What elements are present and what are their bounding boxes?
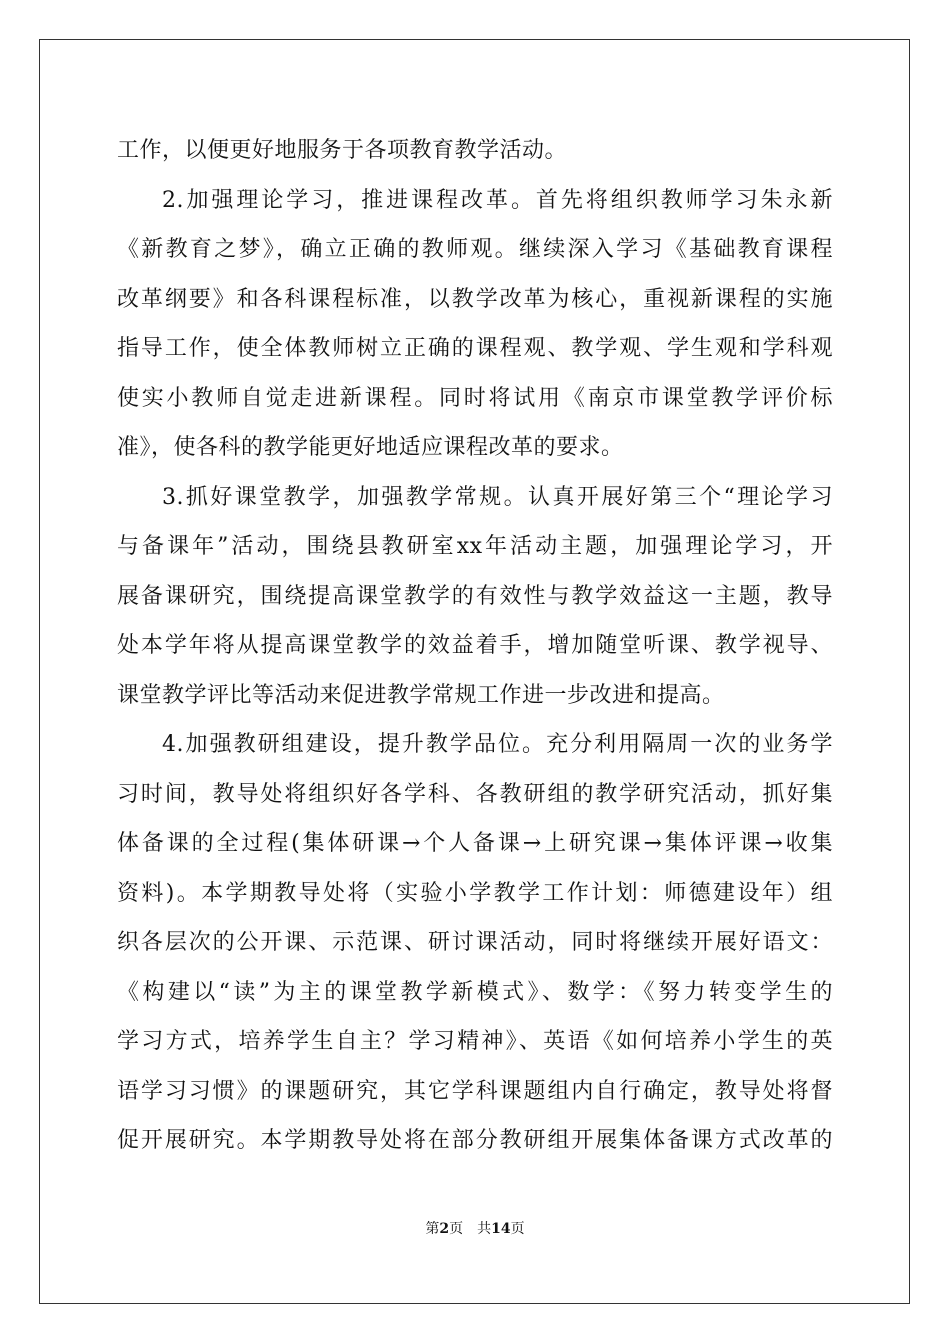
text-line-1: 工作，以便更好地服务于各项教育教学活动。	[117, 138, 568, 163]
footer-suffix: 页	[510, 1221, 525, 1237]
text-line-7: 准》，使各科的教学能更好地适应课程改革的要求。	[117, 435, 624, 460]
text-line-4: 改革纲要》和各科课程标准，以教学改革为核心，重视新课程的实施	[117, 286, 833, 312]
footer-total-pages: 14	[491, 1221, 511, 1237]
text-line-14: 习时间，教导处将组织好各学科、各教研组的教学研究活动，抓好集	[117, 781, 833, 807]
text-line-19: 学习方式，培养学生自主？学习精神》、英语《如何培养小学生的英	[117, 1029, 833, 1054]
text-line-18: 《构建以“读”为主的课堂教学新模式》、数学：《努力转变学生的	[117, 979, 833, 1005]
text-line-5: 指导工作，使全体教师树立正确的课程观、教学观、学生观和学科观	[117, 336, 833, 361]
text-line-20: 语学习习惯》的课题研究，其它学科课题组内自行确定，教导处将督	[117, 1078, 833, 1104]
footer-middle: 页 共	[449, 1221, 492, 1237]
text-line-3: 《新教育之梦》，确立正确的教师观。继续深入学习《基础教育课程	[117, 237, 833, 262]
document-body	[117, 126, 833, 1166]
page-footer	[0, 1218, 950, 1238]
text-line-9: 与备课年”活动，围绕县教研室xx年活动主题，加强理论学习，开	[117, 534, 833, 559]
text-line-6: 使实小教师自觉走进新课程。同时将试用《南京市课堂教学评价标	[117, 385, 833, 411]
text-line-16: 资料)。本学期教导处将（实验小学教学工作计划：师德建设年）组	[117, 880, 833, 906]
text-line-2: 2.加强理论学习，推进课程改革。首先将组织教师学习朱永新	[162, 187, 833, 213]
footer-prefix: 第	[425, 1221, 440, 1237]
text-line-15: 体备课的全过程(集体研课→个人备课→上研究课→集体评课→收集	[117, 831, 833, 856]
footer-page-number: 2	[439, 1221, 450, 1237]
text-line-8: 3.抓好课堂教学，加强教学常规。认真开展好第三个“理论学习	[162, 484, 833, 510]
text-line-17: 织各层次的公开课、示范课、研讨课活动，同时将继续开展好语文：	[117, 930, 833, 955]
text-line-12: 课堂教学评比等活动来促进教学常规工作进一步改进和提高。	[117, 682, 725, 708]
text-line-21: 促开展研究。本学期教导处将在部分教研组开展集体备课方式改革的	[117, 1128, 833, 1153]
text-line-11: 处本学年将从提高课堂教学的效益着手，增加随堂听课、教学视导、	[117, 633, 833, 658]
text-line-13: 4.加强教研组建设，提升教学品位。充分利用隔周一次的业务学	[162, 732, 833, 757]
text-line-10: 展备课研究，围绕提高课堂教学的有效性与教学效益这一主题，教导	[117, 583, 833, 609]
